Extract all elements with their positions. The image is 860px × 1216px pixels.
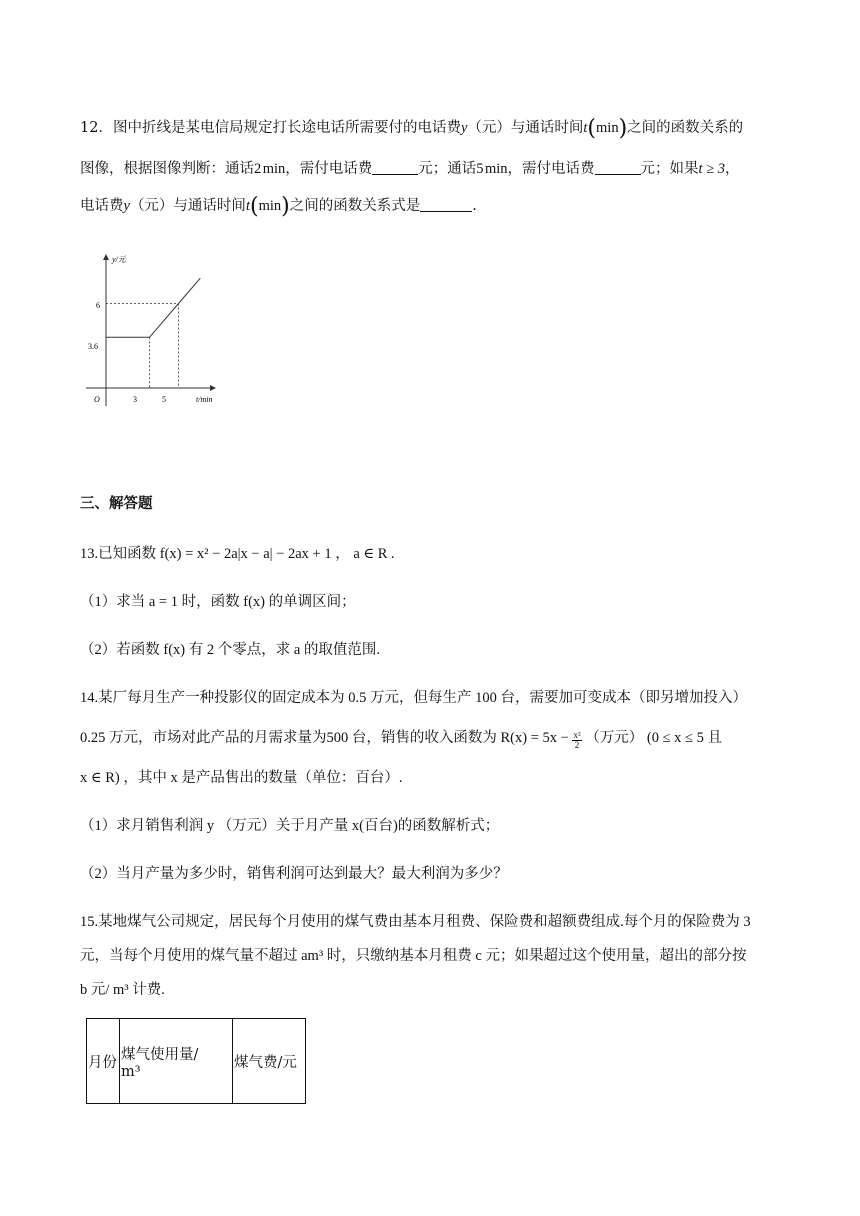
q13-part1: （1）求当 a = 1 时，函数 f(x) 的单调区间； [80,594,356,610]
y-tick-6: 6 [96,301,100,310]
answer-blank-2[interactable] [595,160,641,175]
q12-line1: 12．图中折线是某电信局规定打长途电话所需要付的电话费y（元）与通话时间t(min)之间的函数关系的 [80,116,744,141]
fraction: $\frac{\text{x²}}{2}$ [573,730,581,750]
x-tick-5: 5 [162,395,166,404]
q15-line3: b 元/ m³ 计费. [80,982,165,998]
var-t: t [583,120,588,136]
q14-line1: 14.某厂每月生产一种投影仪的固定成本为 0.5 万元，但每生产 100 台，需要加可变成本（即另增加投入） [80,690,747,706]
fee-polyline [106,278,200,337]
x-tick-3: 3 [133,395,137,404]
y-axis-label: y/元 [112,255,126,264]
var-y: y [460,120,468,136]
y-axis-arrow [103,254,109,260]
q12-line3: 电话费y（元）与通话时间t(min)之间的函数关系式是 . [80,194,477,219]
y-tick-3-6: 3.6 [88,342,98,351]
q15-line1: 15.某地煤气公司规定，居民每个月使用的煤气费由基本月租费、保险费和超额费组成.每个月的保险费为 3 [80,914,751,930]
header-usage: 煤气使用量/ m³ [120,1019,233,1104]
answer-blank-1[interactable] [372,160,418,175]
q14-line3: x ∈ R) ，其中 x 是产品售出的数量（单位：百台）. [80,770,403,786]
section-title: 三、解答题 [80,495,153,512]
x-axis-label: t/min [196,395,213,404]
condition: t ≥ 3 [698,161,726,177]
origin-label: O [94,395,100,404]
q14-part2: （2）当月产量为多少时，销售利润可达到最大？最大利润为多少？ [80,866,508,882]
gas-fee-table [86,1018,306,1104]
q14-part1: （1）求月销售利润 y （万元）关于月产量 x(百台)的函数解析式； [80,818,500,834]
header-fee: 煤气费/元 [233,1019,306,1104]
header-month: 月份 [87,1019,120,1104]
q13-part2: （2）若函数 f(x) 有 2 个零点，求 a 的取值范围. [80,642,381,658]
phone-fee-graph [82,246,222,406]
unit-min: min [596,120,619,136]
x-axis-arrow [210,385,216,391]
q12-line2: 图像，根据图像判断：通话2 min，需付电话费 元；通话5 min，需付电话费 元；如果t ≥ 3， [80,161,740,177]
q15-line2: 元，当每个月使用的煤气量不超过 am³ 时，只缴纳基本月租费 c 元；如果超过这个使用量，超出的部分按 [80,948,747,964]
table-row [87,1019,306,1104]
q13-stem: 13.已知函数 f(x) = x² − 2a|x − a| − 2ax + 1 ， a ∈ R . [80,546,395,562]
q14-line2: 0.25 万元，市场对此产品的月需求量为500 台，销售的收入函数为 R(x) = 5x − $\frac{\text{x²}}{2}$ （万元） (0 ≤ x ≤ 5 且 [80,730,723,750]
answer-blank-3[interactable] [420,197,472,212]
